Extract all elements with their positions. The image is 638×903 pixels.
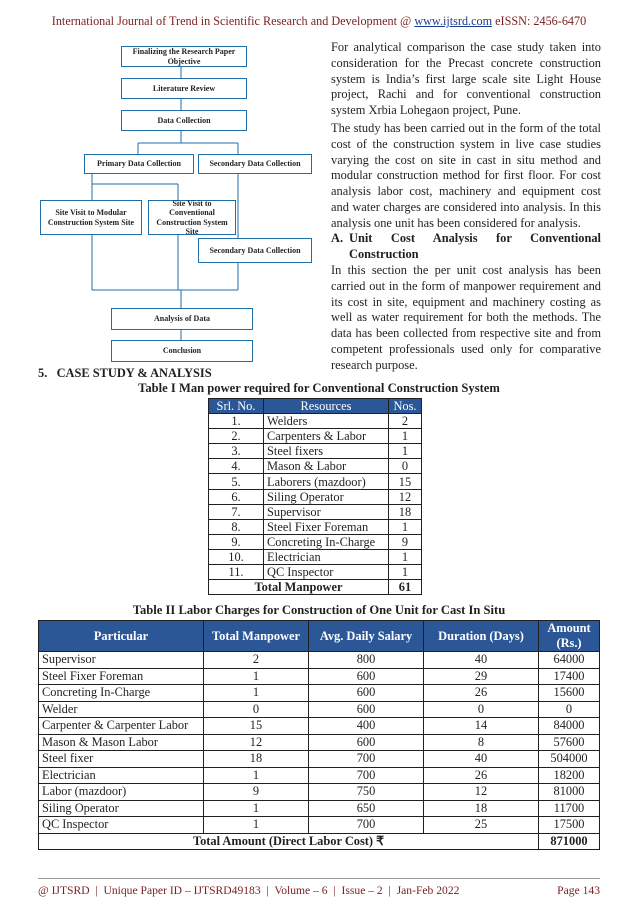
flow-step-conclusion: Conclusion	[111, 340, 253, 362]
cell: 1	[204, 685, 309, 702]
cell: 81000	[539, 784, 600, 801]
cell: 1	[204, 668, 309, 685]
table-header-row	[39, 621, 600, 652]
table-row	[39, 718, 600, 735]
cell: 18	[389, 504, 422, 519]
cell: 64000	[539, 652, 600, 669]
table-row	[209, 489, 422, 504]
cell: 25	[424, 817, 539, 834]
table-row	[39, 817, 600, 834]
flow-step-data-collection: Data Collection	[121, 110, 247, 131]
footer-rule	[38, 878, 600, 879]
cell: 0	[424, 701, 539, 718]
cell: 800	[309, 652, 424, 669]
cell: 1	[389, 429, 422, 444]
footer-citation: @ IJTSRD | Unique Paper ID – IJTSRD49183 | Volume – 6 | Issue – 2 | Jan-Feb 2022	[38, 884, 460, 897]
cell: 400	[309, 718, 424, 735]
table-row	[209, 459, 422, 474]
cell: Welders	[264, 414, 389, 429]
cell: 11700	[539, 800, 600, 817]
cell: 9	[204, 784, 309, 801]
cell: 600	[309, 734, 424, 751]
table-row	[39, 668, 600, 685]
column-header: Resources	[264, 399, 389, 414]
cell: Carpenter & Carpenter Labor	[39, 718, 204, 735]
cell: 26	[424, 767, 539, 784]
section-heading-case-study: 5. CASE STUDY & ANALYSIS	[38, 366, 212, 380]
cell: Concreting In-Charge	[39, 685, 204, 702]
total-value: 61	[389, 580, 422, 595]
body-paragraph-3: In this section the per unit cost analysis has been carried out in the form of manpower requirement and its cost in site, equipment and machinery costing as well as water requirement for both the methods. The data has been collected from respective site and from competent professionals used only for comparative research purpose.	[331, 263, 601, 372]
cell: Steel Fixer Foreman	[39, 668, 204, 685]
table-row	[39, 652, 600, 669]
cell: 2.	[209, 429, 264, 444]
cell: 2	[389, 414, 422, 429]
body-paragraph-1: For analytical comparison the case study taken into consideration for the Precast concrete construction system is India’s first large scale site Light House project, Rachi and for conventional construction system Xrbia Lohegaon project, Pune.	[331, 40, 601, 118]
table-row	[209, 534, 422, 549]
table-row	[39, 701, 600, 718]
cell: 8.	[209, 519, 264, 534]
cell: QC Inspector	[264, 565, 389, 580]
table-row	[209, 565, 422, 580]
flow-step-visit-conventional: Site Visit to Conventional Construction System Site	[148, 200, 236, 235]
cell: Supervisor	[39, 652, 204, 669]
column-header: Srl. No.	[209, 399, 264, 414]
table-row	[39, 784, 600, 801]
flow-step-literature: Literature Review	[121, 78, 247, 99]
cell: 9	[389, 534, 422, 549]
table-row	[39, 751, 600, 768]
cell: 10.	[209, 549, 264, 564]
total-label: Total Amount (Direct Labor Cost) ₹	[39, 833, 539, 850]
cell: 1	[204, 800, 309, 817]
cell: Mason & Labor	[264, 459, 389, 474]
subsection-heading	[331, 231, 601, 263]
cell: 84000	[539, 718, 600, 735]
flow-step-secondary-2: Secondary Data Collection	[198, 238, 312, 263]
table-row	[209, 429, 422, 444]
cell: 40	[424, 751, 539, 768]
table-row	[209, 474, 422, 489]
journal-name: International Journal of Trend in Scientific Research and Development @	[51, 14, 415, 28]
column-header: Nos.	[389, 399, 422, 414]
table1-caption: Table I Man power required for Conventional Construction System	[138, 381, 500, 395]
cell: Electrician	[264, 549, 389, 564]
table-row	[209, 414, 422, 429]
cell: Steel Fixer Foreman	[264, 519, 389, 534]
column-header: Duration (Days)	[424, 621, 539, 652]
cell: Laborers (mazdoor)	[264, 474, 389, 489]
total-value: 871000	[539, 833, 600, 850]
column-header: Total Manpower	[204, 621, 309, 652]
cell: Mason & Mason Labor	[39, 734, 204, 751]
cell: 1	[204, 767, 309, 784]
total-label: Total Manpower	[209, 580, 389, 595]
table-row	[209, 504, 422, 519]
table2-caption: Table II Labor Charges for Construction of One Unit for Cast In Situ	[132, 603, 506, 617]
cell: Supervisor	[264, 504, 389, 519]
page-number: Page 143	[557, 884, 600, 897]
cell: 9.	[209, 534, 264, 549]
cell: 18200	[539, 767, 600, 784]
flow-step-analysis: Analysis of Data	[111, 308, 253, 330]
column-header: Particular	[39, 621, 204, 652]
cell: 12	[389, 489, 422, 504]
column-header: Amount (Rs.)	[539, 621, 600, 652]
cell: QC Inspector	[39, 817, 204, 834]
methodology-flowchart	[38, 40, 320, 362]
cell: 18	[204, 751, 309, 768]
cell: 6.	[209, 489, 264, 504]
cell: 15	[204, 718, 309, 735]
cell: 11.	[209, 565, 264, 580]
table-row	[209, 519, 422, 534]
cell: 1	[389, 519, 422, 534]
body-paragraph-2: The study has been carried out in the form of the total cost of the construction system in live case studies varying the cost on site in cast in situ method and modular construction method for first floor. For cost analysis labor cost, machinery and equipment cost and water charges are considered into analysis. In this analysis one unit has been considered for analysis.	[331, 121, 601, 230]
cell: 600	[309, 701, 424, 718]
subsection-title: Unit Cost Analysis for Conventional Construction	[349, 231, 601, 261]
cell: 1	[389, 565, 422, 580]
table-total-row	[39, 833, 600, 850]
table-row	[39, 685, 600, 702]
page-footer	[38, 884, 600, 897]
cell: 17500	[539, 817, 600, 834]
labor-charges-table	[38, 620, 600, 850]
cell: 4.	[209, 459, 264, 474]
cell: 650	[309, 800, 424, 817]
cell: Labor (mazdoor)	[39, 784, 204, 801]
cell: 1	[389, 549, 422, 564]
cell: 3.	[209, 444, 264, 459]
subsection-label: A.	[331, 231, 344, 245]
cell: 750	[309, 784, 424, 801]
cell: 18	[424, 800, 539, 817]
cell: 0	[389, 459, 422, 474]
cell: Electrician	[39, 767, 204, 784]
cell: 12	[204, 734, 309, 751]
manpower-table	[208, 398, 422, 595]
cell: 57600	[539, 734, 600, 751]
cell: 12	[424, 784, 539, 801]
cell: 0	[204, 701, 309, 718]
cell: 15600	[539, 685, 600, 702]
cell: 1.	[209, 414, 264, 429]
cell: Welder	[39, 701, 204, 718]
cell: 29	[424, 668, 539, 685]
cell: 5.	[209, 474, 264, 489]
cell: 1	[389, 444, 422, 459]
cell: 600	[309, 685, 424, 702]
cell: Siling Operator	[264, 489, 389, 504]
cell: 14	[424, 718, 539, 735]
page-header	[0, 14, 638, 29]
cell: 700	[309, 817, 424, 834]
flow-step-visit-modular: Site Visit to Modular Construction System Site	[40, 200, 142, 235]
cell: Steel fixer	[39, 751, 204, 768]
table-row	[209, 549, 422, 564]
cell: Carpenters & Labor	[264, 429, 389, 444]
cell: 7.	[209, 504, 264, 519]
table-row	[39, 734, 600, 751]
cell: 700	[309, 767, 424, 784]
table-row	[39, 800, 600, 817]
flow-step-finalize: Finalizing the Research Paper Objective	[121, 46, 247, 67]
flow-step-secondary: Secondary Data Collection	[198, 154, 312, 174]
journal-site-link[interactable]: www.ijtsrd.com	[414, 14, 493, 28]
issn: eISSN: 2456-6470	[492, 14, 587, 28]
table-row	[209, 444, 422, 459]
cell: 0	[539, 701, 600, 718]
table-row	[39, 767, 600, 784]
cell: 700	[309, 751, 424, 768]
column-header: Avg. Daily Salary	[309, 621, 424, 652]
cell: Siling Operator	[39, 800, 204, 817]
cell: 17400	[539, 668, 600, 685]
cell: 504000	[539, 751, 600, 768]
cell: 2	[204, 652, 309, 669]
table-header-row	[209, 399, 422, 414]
cell: Steel fixers	[264, 444, 389, 459]
cell: 8	[424, 734, 539, 751]
cell: 1	[204, 817, 309, 834]
cell: Concreting In-Charge	[264, 534, 389, 549]
cell: 26	[424, 685, 539, 702]
flow-step-primary: Primary Data Collection	[84, 154, 194, 174]
cell: 40	[424, 652, 539, 669]
table-total-row	[209, 580, 422, 595]
cell: 600	[309, 668, 424, 685]
cell: 15	[389, 474, 422, 489]
